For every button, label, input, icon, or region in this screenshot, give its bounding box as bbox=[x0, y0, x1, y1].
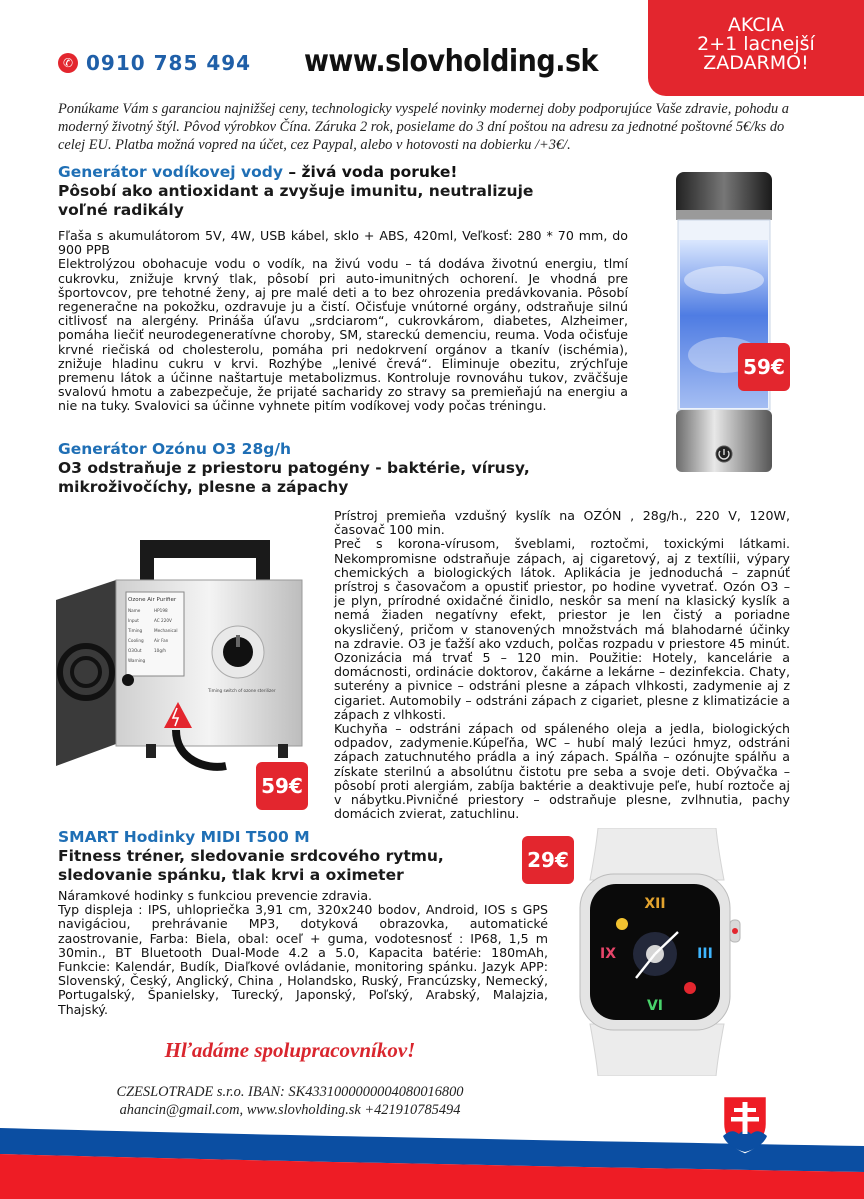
watch-numeral: IX bbox=[599, 946, 617, 962]
promo-line-1: AKCIA bbox=[727, 14, 785, 36]
product-subtitle-line: O3 odstraňuje z priestoru patogény - baktérie, vírusy, bbox=[58, 459, 530, 477]
product-subtitle-line: voľné radikály bbox=[58, 201, 184, 219]
promo-line-3: ZADARMO! bbox=[703, 52, 809, 74]
svg-text:HP198: HP198 bbox=[154, 608, 168, 613]
product-subtitle-line: Pôsobí ako antioxidant a zvyšuje imunitu, neutralizuje bbox=[58, 182, 534, 200]
smartwatch-image bbox=[560, 828, 754, 1076]
product-subtitle-line: mikroživočíchy, plesne a zápachy bbox=[58, 478, 349, 496]
svg-text:O3Out: O3Out bbox=[128, 648, 142, 653]
price-badge: 59€ bbox=[738, 343, 790, 391]
ozone-label-brand: Ozone Air Purifier bbox=[128, 597, 177, 603]
product-title-tagline: – živá voda poruke! bbox=[282, 163, 458, 181]
phone-number: 0910 785 494 bbox=[86, 51, 252, 75]
product-title-name: Generátor vodíkovej vody bbox=[58, 163, 283, 181]
website-link[interactable]: www.slovholding.sk bbox=[304, 44, 598, 79]
price-badge: 29€ bbox=[522, 836, 574, 884]
intro-text: Ponúkame Vám s garanciou najnižšej ceny, technologicky vyspelé novinky modernej doby podporujúce Vaše zdravie, pohodu a moderný životný štýl. Pôvod výrobkov Čína. Záruka 2 rok, posielame do 3 dní poštou na adresu za jednotné poštovné 5€/ks do celej EU. Platba možná vopred na účet, cez Paypal, alebo v hotovosti na dobierku /+3€/. bbox=[58, 101, 789, 153]
watch-numeral: III bbox=[697, 946, 713, 962]
phone-contact[interactable] bbox=[58, 51, 251, 75]
product-title-name: SMART Hodinky MIDI T500 M bbox=[58, 828, 310, 846]
company-line: CZESLOTRADE s.r.o. IBAN: SK4331000000004080016800 bbox=[116, 1084, 464, 1100]
svg-text:Timing: Timing bbox=[128, 628, 143, 633]
price-badge: 59€ bbox=[256, 762, 308, 810]
product-subtitle-line: Fitness tréner, sledovanie srdcového rytmu, bbox=[58, 847, 444, 865]
svg-text:10g/h: 10g/h bbox=[154, 648, 167, 653]
svg-text:Warning: Warning bbox=[128, 658, 146, 663]
product-title bbox=[58, 163, 658, 182]
product-ozone-header bbox=[58, 440, 658, 497]
svg-text:Mechanical: Mechanical bbox=[154, 628, 178, 633]
svg-text:AC 220V: AC 220V bbox=[154, 618, 172, 623]
product-hydrogen-header bbox=[58, 163, 658, 220]
product-subtitle-line: sledovanie spánku, tlak krvi a oximeter bbox=[58, 866, 404, 884]
product-description: Náramkové hodinky s funkciou prevencie zdravia. Typ displeja : IPS, uhlopriečka 3,91 cm, 320x240 bodov, Android, IOS s GPS navigáciou, prehrávanie MP3, dotyková obrazovka, automatické zaostrovanie, Farba: Biela, obal: oceľ + guma, vodotesnosť : IP68, 1,5 m 30min., BT Bluetooth Dual-Mode 4.2 a 5.0, Kapacita batérie: 180mAh, Funkcie: Kalendár, Budík, Diaľkové ovládanie, monitoring spánku. Jazyk APP: Slovenský, Český, Anglický, China , Holandsko, Ruský, Francúzsky, Nemecký, Portugalský, Španielsky, Turecký, Japonský, Poľský, Arabský, Malajzia, Thajský. bbox=[58, 888, 548, 1017]
watch-numeral: XII bbox=[644, 896, 666, 912]
product-description: Fľaša s akumulátorom 5V, 4W, USB kábel, sklo + ABS, 420ml, Veľkosť: 280 * 70 mm, do 900 PPB Elektrolýzou obohacuje vodu o vodík, na živú vodu – tá dodáva životnú energiu, tlmí cukrovku, znižuje krvný tlak, pôsobí pri auto-imunitných ochorení. Je vhodná pre športovcov, pre tehotné ženy, aj pre malé deti a to bez ohrozenia predávkovania. Pôsobí regeneračne na pokožku, ozdravuje ju a čistí. Očisťuje vnútorné orgány, odstraňuje silnú citlivosť na alergény. Prináša úľavu „srdciarom“, cukrovkárom, diabetes, Alzheimer, pomáha liečiť neurodegeneratívne choroby, SM, stareckú demenciu, reuma. Voda očisťuje krvné riečiská od cholesterolu, pomáha pri nedokrvení orgánov a tkanív (ischémia), znižuje hladinu cukru v krvi. Rozhýbe „lenivé črevá“. Eliminuje obezitu, zrýchľuje premenu látok a účinne naštartuje metabolizmus. Kontroluje rovnováhu tukov, zväčšuje svalovú hmotu a zabezpečuje, že prijaté sacharidy zo stravy sa premieňajú na energiu a nie na tuky. Svalovici sa účinne vyhnete pitím vodíkovej vody počas tréningu. bbox=[58, 228, 628, 414]
product-title-name: Generátor Ozónu O3 28g/h bbox=[58, 440, 292, 458]
watch-numeral: VI bbox=[646, 998, 664, 1014]
wanted-heading: Hľadáme spolupracovníkov! bbox=[164, 1038, 416, 1062]
hydrogen-bottle-image bbox=[672, 170, 776, 476]
phone-icon: ✆ bbox=[58, 53, 78, 73]
promo-line-2: 2+1 lacnejší bbox=[697, 33, 815, 55]
contact-line[interactable]: ahancin@gmail.com, www.slovholding.sk +421910785494 bbox=[119, 1102, 461, 1118]
svg-text:Input: Input bbox=[128, 618, 139, 623]
svg-text:Air Fan: Air Fan bbox=[154, 638, 169, 643]
ozone-generator-image bbox=[56, 530, 320, 784]
slovak-coat-of-arms-icon bbox=[720, 1094, 770, 1154]
svg-text:Timing switch of ozone sterili: Timing switch of ozone sterilizer bbox=[208, 688, 276, 693]
svg-text:Name: Name bbox=[128, 608, 141, 613]
product-description: Prístroj premieňa vzdušný kyslík na OZÓN , 28g/h., 220 V, 120W, časovač 100 min. Preč s korona-vírusom, šveblami, roztočmi, toxickými látkami. Nekompromisne odstraňuje zápach, aj cigaretový, aj z textílii, výpary chemických a biologických látok. Aplikácia je jednoduchá – zapnúť prístroj s časovačom a opustiť priestor, po hodine vyvetrať. Ozón O3 – je plyn, prírodné oxidačné činidlo, neskôr sa mení na klasický kyslík a nemá žiaden negatívny efekt, priestor je len čistý a poriadne okysličený, pričom v stanovených množstvách má blahodarné účinky na zdravie. O3 je ťažší ako vzduch, polčas rozpadu v priestore 45 minút. Ozonizácia má trvať 5 – 120 min. Použitie: Hotely, kancelárie a domácnosti, ordinácie doktorov, čakárne a lekárne – dezinfekcia. Chaty, suterény a pivnice – odstráni plesne a zápach vlhkosti, zadymenie aj z cigariet. Automobily – odstráni zápach z cigariet, plesne z klimatizácie a zápach z vlhkosti. Kuchyňa – odstráni zápach od spáleného oleja a jedla, biologických odpadov, zadymenie.Kúpeľňa, WC – hubí malý lezúci hmyz, odstráni zápach zatuchnutého prádla a iný zápach. Spálňa – ozónujte spálňu a získate sterilnú a absolútnu čistotu pre seba a svoje deti. Obývačka – pôsobí proti alergiám, zabíja baktérie a deaktivuje peľe, hubí roztoče aj v nábytku.Pivničné priestory – odstraňuje plesne, zvlhnutia, pachy domácich zvierat, zatuchlinu. bbox=[334, 508, 790, 822]
product-watch-header bbox=[58, 828, 538, 885]
promo-badge bbox=[648, 0, 864, 96]
svg-text:Cooling: Cooling bbox=[128, 638, 144, 643]
